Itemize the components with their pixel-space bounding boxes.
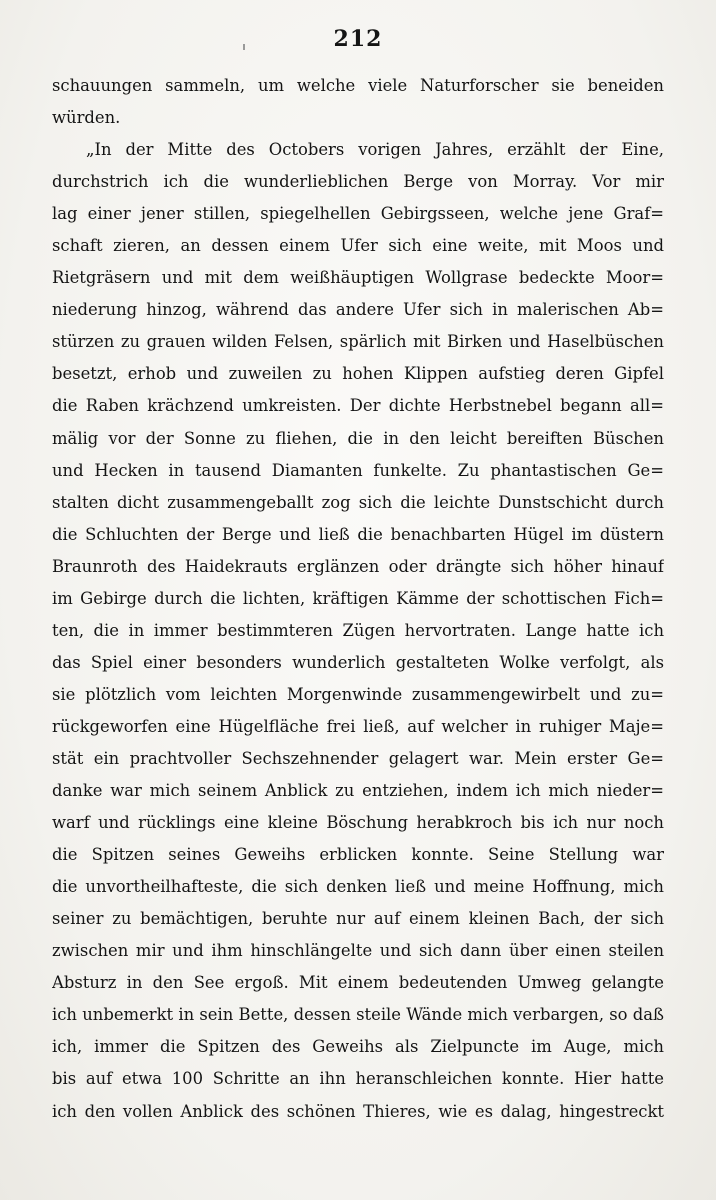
text-line: das Spiel einer besonders wunderlich gestalteten Wolke verfolgt, als — [52, 652, 664, 672]
text-line: die Raben krächzend umkreisten. Der dichte Herbstnebel begann all= — [52, 396, 664, 416]
text-line: Rietgräsern und mit dem weißhäuptigen Wollgrase bedeckte Moor= — [52, 268, 664, 288]
text-line: würden. — [52, 108, 121, 128]
text-line: durchstrich ich die wunderlieblichen Berge von Morray. Vor mir — [52, 172, 664, 192]
text-line: sie plötzlich vom leichten Morgenwinde zusammengewirbelt und zu= — [52, 684, 664, 704]
page-number: 212 — [333, 26, 383, 52]
text-line: warf und rücklings eine kleine Böschung herabkroch bis ich nur noch — [52, 813, 664, 833]
text-line: schaft zieren, an dessen einem Ufer sich eine weite, mit Moos und — [52, 236, 664, 256]
text-line: danke war mich seinem Anblick zu entziehen, indem ich mich nieder= — [52, 781, 664, 801]
text-line: stürzen zu grauen wilden Felsen, spärlich mit Birken und Haselbüschen — [52, 332, 664, 352]
text-line: ich den vollen Anblick des schönen Thieres, wie es dalag, hingestreckt — [52, 1101, 664, 1121]
print-speck — [243, 44, 245, 50]
text-line: ten, die in immer bestimmteren Zügen hervortraten. Lange hatte ich — [52, 620, 664, 640]
text-line: im Gebirge durch die lichten, kräftigen Kämme der schottischen Fich= — [52, 588, 664, 608]
text-line: mälig vor der Sonne zu fliehen, die in den leicht bereiften Büschen — [52, 428, 664, 448]
text-line: ich unbemerkt in sein Bette, dessen steile Wände mich verbargen, so daß — [52, 1005, 664, 1025]
text-line: Absturz in den See ergoß. Mit einem bedeutenden Umweg gelangte — [52, 973, 664, 993]
body-text — [52, 70, 664, 1128]
text-line: Braunroth des Haidekrauts erglänzen oder drängte sich höher hinauf — [52, 556, 664, 576]
text-line: die Schluchten der Berge und ließ die benachbarten Hügel im düstern — [52, 524, 664, 544]
text-line: niederung hinzog, während das andere Ufer sich in malerischen Ab= — [52, 300, 664, 320]
text-line: ich, immer die Spitzen des Geweihs als Zielpuncte im Auge, mich — [52, 1037, 664, 1057]
text-line: stalten dicht zusammengeballt zog sich die leichte Dunstschicht durch — [52, 492, 664, 512]
text-line: die Spitzen seines Geweihs erblicken konnte. Seine Stellung war — [52, 845, 664, 865]
text-line: besetzt, erhob und zuweilen zu hohen Klippen aufstieg deren Gipfel — [52, 364, 664, 384]
text-line: rückgeworfen eine Hügelfläche frei ließ, auf welcher in ruhiger Maje= — [52, 716, 664, 736]
text-line: stät ein prachtvoller Sechszehnender gelagert war. Mein erster Ge= — [52, 748, 664, 768]
text-line: bis auf etwa 100 Schritte an ihn heranschleichen konnte. Hier hatte — [52, 1069, 664, 1089]
text-line: die unvortheilhafteste, die sich denken ließ und meine Hoffnung, mich — [52, 877, 664, 897]
text-line: seiner zu bemächtigen, beruhte nur auf einem kleinen Bach, der sich — [52, 909, 664, 929]
text-line: zwischen mir und ihm hinschlängelte und sich dann über einen steilen — [52, 941, 664, 961]
text-line: schauungen sammeln, um welche viele Naturforscher sie beneiden — [52, 76, 664, 95]
text-line: und Hecken in tausend Diamanten funkelte. Zu phantastischen Ge= — [52, 460, 664, 480]
text-line: „In der Mitte des Octobers vorigen Jahres, erzählt der Eine, — [86, 140, 664, 160]
text-line: lag einer jener stillen, spiegelhellen Gebirgsseen, welche jene Graf= — [52, 204, 664, 224]
